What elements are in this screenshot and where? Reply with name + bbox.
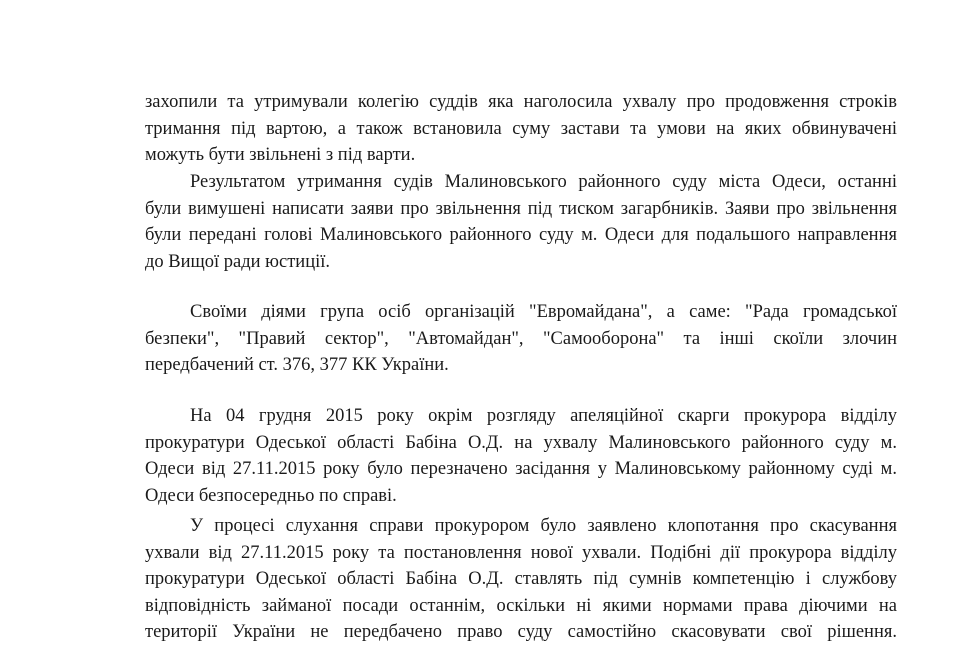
paragraph-line: передбачений ст. 376, 377 КК України. <box>145 355 449 375</box>
paragraph-line: тримання під вартою, а також встановила суму застави та умови на яких обвинувачені <box>145 118 897 139</box>
paragraph-line: На 04 грудня 2015 року окрім розгляду апеляційної скарги прокурора відділу <box>190 406 897 426</box>
paragraph-4 <box>145 403 897 509</box>
paragraph-line: території України не передбачено право суду самостійно скасовувати свої рішення. <box>145 622 897 642</box>
paragraph-line: можуть бути звільнені з під варти. <box>145 145 416 165</box>
paragraph-line: до Вищої ради юстиції. <box>145 251 331 272</box>
paragraph-line: Одеси безпосередньо по справі. <box>145 485 397 506</box>
paragraph-line: відповідність займаної посади останнім, оскільки ні якими нормами права діючими на <box>145 595 897 616</box>
paragraph-line: були вимушені написати заяви про звільнення під тиском загарбників. Заяви про звільнення <box>145 198 897 219</box>
paragraph-line: були передані голові Малиновського районного суду м. Одеси для подальшого направлення <box>145 225 897 245</box>
paragraph-line: Своїми діями група осіб організацій "Евромайдана", а саме: "Рада громадської <box>190 302 897 322</box>
paragraph-line: У процесі слухання справи прокурором було заявлено клопотання про скасування <box>190 516 897 536</box>
paragraph-line: захопили та утримували колегію суддів яка наголосила ухвалу про продовження строків <box>145 92 897 112</box>
paragraph-line: безпеки", "Правий сектор", "Автомайдан", "Самооборона" та інші скоїли злочин <box>145 328 897 349</box>
paragraph-line: прокуратури Одеської області Бабіна О.Д. на ухвалу Малиновського районного суду м. <box>145 432 897 453</box>
paragraph-5 <box>145 513 897 646</box>
paragraph-1 <box>145 89 897 169</box>
paragraph-3 <box>145 299 897 379</box>
paragraph-line: Одеси від 27.11.2015 року було перезначено засідання у Малиновському районному суді м. <box>145 459 897 479</box>
paragraph-line: ухвали від 27.11.2015 року та постановлення нової ухвали. Подібні дії прокурора відділу <box>145 542 897 563</box>
paragraph-line: прокуратури Одеської області Бабіна О.Д. ставлять під сумнів компетенцію і службову <box>145 569 897 589</box>
paragraph-line: Результатом утримання судів Малиновського районного суду міста Одеси, останні <box>190 172 897 192</box>
paragraph-2 <box>145 169 897 275</box>
